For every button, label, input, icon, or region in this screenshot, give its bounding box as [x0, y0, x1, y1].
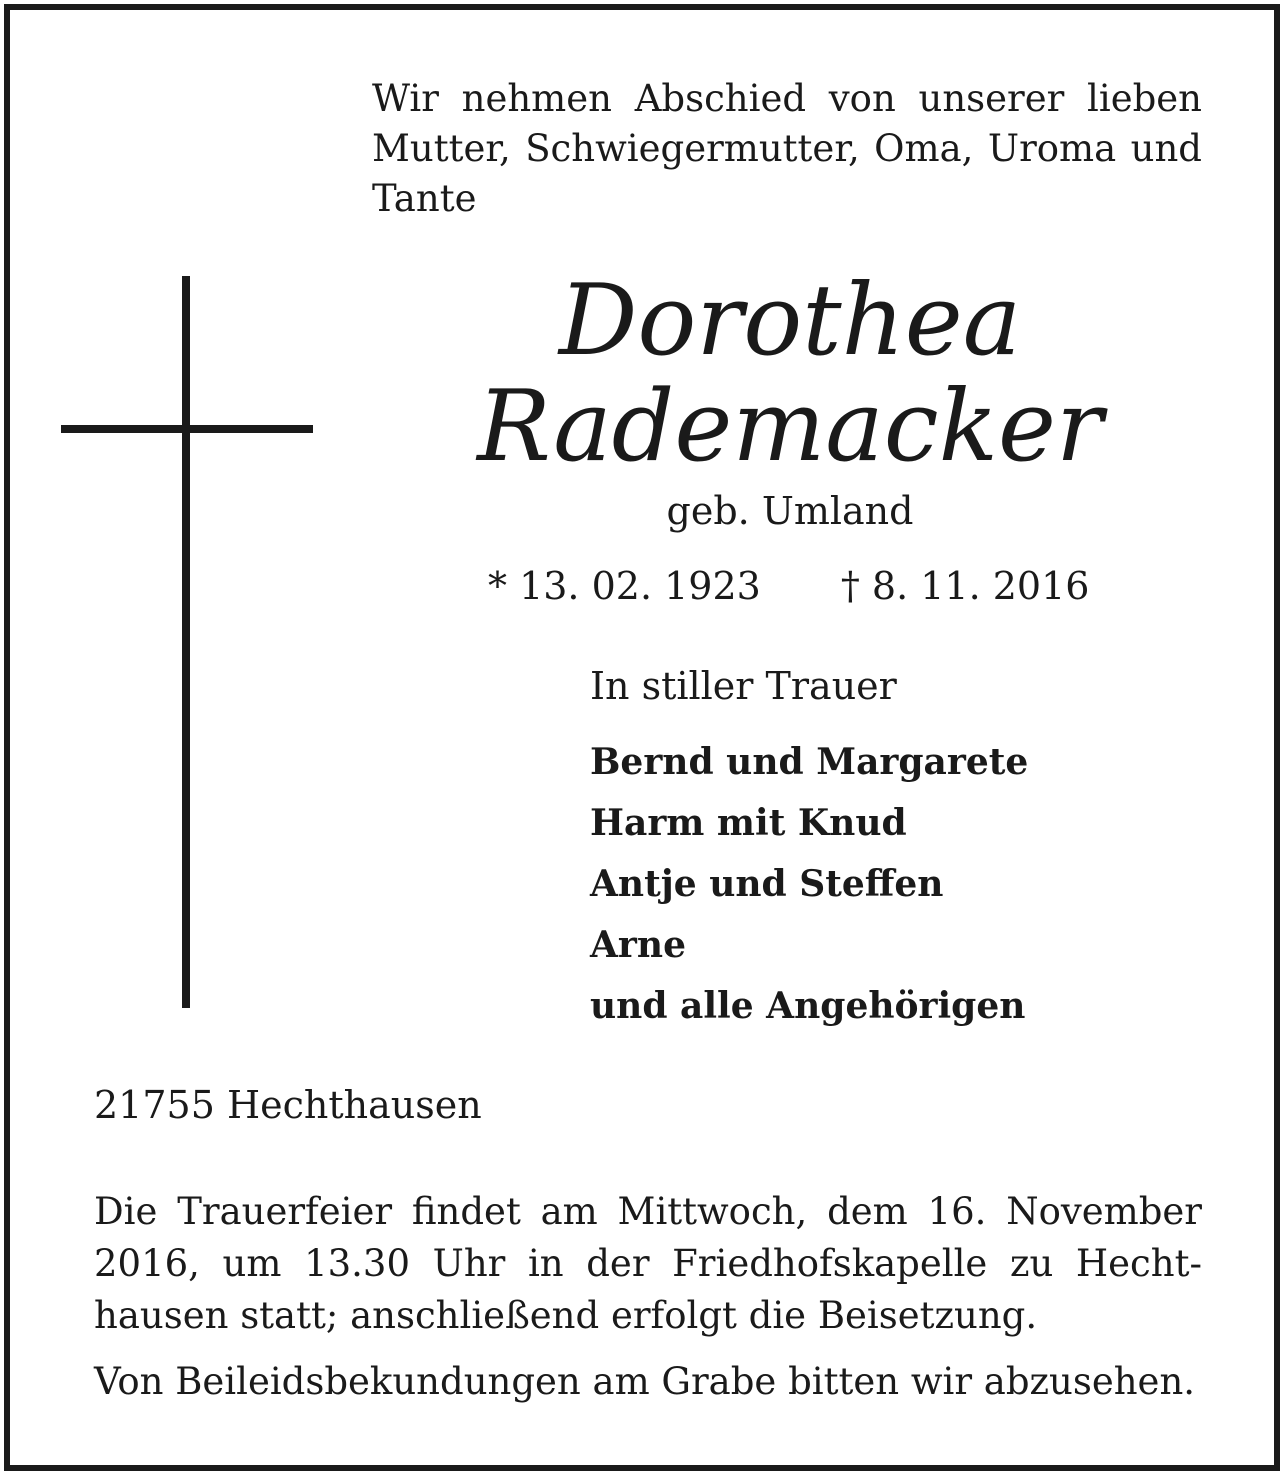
deceased-last-name: Rademacker — [477, 370, 1103, 484]
maiden-name: geb. Umland — [666, 489, 914, 533]
obituary-frame — [4, 4, 1280, 1471]
intro-text: Wir nehmen Abschied von unserer lieben Mutter, Schwiegermutter, Oma, Uroma und Tante — [372, 77, 1202, 220]
death-date: † 8. 11. 2016 — [840, 564, 1090, 608]
funeral-text: Die Trauerfeier findet am Mittwoch, dem 16. November 2016, um 13.30 Uhr in der Friedhofskapelle zu Hechthausen statt; anschließend erfolgt die Beisetzung. — [94, 1190, 1202, 1337]
mourners-list — [590, 732, 1028, 1037]
mourner-item: Bernd und Margarete — [590, 741, 1029, 783]
life-dates — [488, 562, 1089, 610]
condolence-text: Von Beileidsbekundungen am Grabe bitten wir abzusehen. — [94, 1360, 1196, 1403]
place-line: 21755 Hechthausen — [94, 1083, 482, 1127]
mourner-item: Arne — [590, 924, 686, 966]
birth-date: * 13. 02. 1923 — [488, 564, 761, 608]
cross-vertical-bar — [182, 276, 190, 1008]
cross-horizontal-bar — [61, 425, 313, 433]
mourning-intro: In stiller Trauer — [590, 664, 897, 708]
mourner-item: und alle Angehörigen — [590, 985, 1026, 1027]
mourner-item: Antje und Steffen — [590, 863, 944, 905]
mourner-item: Harm mit Knud — [590, 802, 907, 844]
deceased-first-name: Dorothea — [558, 264, 1022, 378]
